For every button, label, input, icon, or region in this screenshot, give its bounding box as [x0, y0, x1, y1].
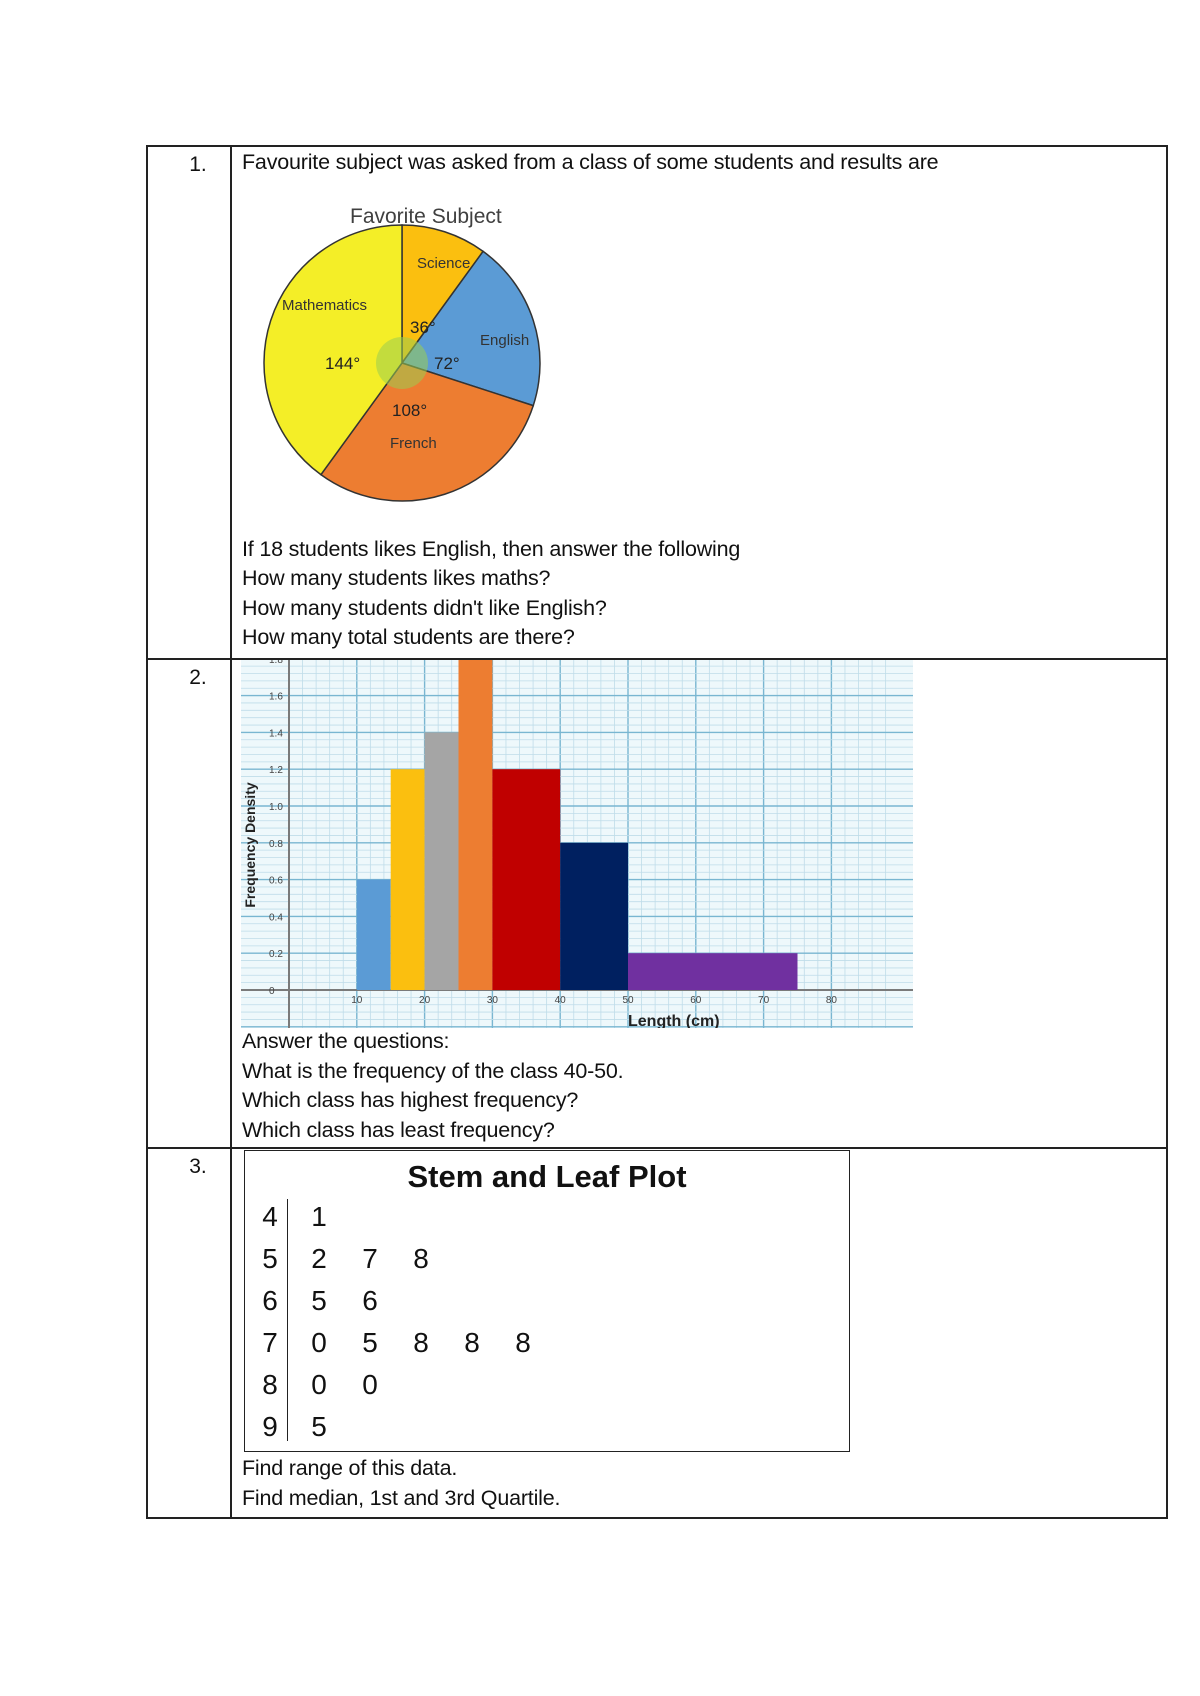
- leaf-value: 5: [311, 1285, 327, 1316]
- leaf-value: 0: [362, 1369, 378, 1400]
- stem-leaf-title: Stem and Leaf Plot: [407, 1159, 687, 1194]
- stem-leaf-row: [255, 1411, 835, 1453]
- question-line: Answer the questions:: [242, 1029, 450, 1053]
- leaf-value: 1: [311, 1201, 327, 1232]
- leaf-value: 6: [362, 1285, 378, 1316]
- leaf-value: 2: [311, 1243, 327, 1274]
- histogram: [241, 660, 913, 1028]
- y-tick-label: 0: [269, 986, 275, 997]
- pie-slice-label: English: [480, 331, 530, 349]
- question-line: Which class has least frequency?: [242, 1117, 555, 1142]
- pie-title: Favorite Subject: [350, 204, 502, 228]
- stem-value: 7: [262, 1327, 278, 1358]
- pie-chart: [262, 178, 582, 538]
- question-content: [231, 146, 1167, 659]
- stem-value: 6: [262, 1285, 278, 1316]
- question-line: How many students didn't like English?: [242, 595, 607, 620]
- pie-center-marker: [376, 337, 428, 389]
- stem-leaf-row: [255, 1369, 835, 1411]
- histogram-bar: [492, 769, 560, 990]
- question-line: What is the frequency of the class 40-50.: [242, 1058, 624, 1083]
- leaf-value: 8: [464, 1327, 480, 1358]
- leaf-value: 8: [413, 1327, 429, 1358]
- y-axis-label: Frequency Density: [242, 782, 258, 908]
- histogram-bar: [459, 660, 493, 990]
- x-tick-label: 50: [622, 995, 634, 1006]
- question-row: [147, 146, 1167, 659]
- question-number-cell: [147, 659, 231, 1148]
- question-lines: [242, 1454, 1166, 1513]
- stem-value: 9: [262, 1411, 278, 1442]
- leaf-value: 0: [311, 1327, 327, 1358]
- question-intro: Favourite subject was asked from a class of some students and results are: [242, 150, 939, 174]
- question-line: Find median, 1st and 3rd Quartile.: [242, 1485, 561, 1510]
- y-tick-label: 1.6: [269, 691, 283, 703]
- y-tick-label: 1.2: [269, 765, 283, 777]
- question-number: 3.: [189, 1155, 207, 1178]
- pie-slice-label: Mathematics: [282, 296, 368, 314]
- x-tick-label: 20: [419, 995, 431, 1006]
- histogram-svg: [241, 660, 913, 1028]
- worksheet-table: [146, 145, 1168, 1519]
- x-tick-label: 30: [486, 995, 498, 1006]
- stem-leaf-plot: [244, 1150, 850, 1452]
- stem-leaf-row: [255, 1243, 835, 1285]
- histogram-bar: [628, 953, 798, 990]
- x-tick-label: 70: [758, 995, 770, 1006]
- stem-value: 5: [262, 1243, 278, 1274]
- stem-leaf-row: [255, 1201, 835, 1243]
- histogram-bar: [357, 880, 391, 990]
- y-tick-label: 1.4: [269, 728, 283, 740]
- x-tick-label: 80: [825, 995, 837, 1006]
- question-number-cell: [147, 146, 231, 659]
- pie-angle-label: 108°: [392, 400, 428, 420]
- leaf-value: 7: [362, 1243, 378, 1274]
- stem-value: 4: [262, 1201, 278, 1232]
- pie-slice-label: Science: [417, 254, 471, 272]
- question-line: How many total students are there?: [242, 625, 575, 649]
- pie-angle-label: 36°: [410, 317, 436, 337]
- pie-slice-label: French: [390, 434, 437, 452]
- y-tick-label: 0.6: [269, 875, 283, 887]
- question-line: How many students likes maths?: [242, 566, 551, 590]
- leaf-value: 0: [311, 1369, 327, 1400]
- y-tick-label: 0.8: [269, 838, 283, 850]
- x-tick-label: 10: [351, 995, 363, 1006]
- question-line: Find range of this data.: [242, 1456, 458, 1480]
- histogram-bar: [391, 769, 425, 990]
- question-row: [147, 1148, 1167, 1518]
- question-number-cell: [147, 1148, 231, 1518]
- leaf-value: 5: [362, 1327, 378, 1358]
- question-line: Which class has highest frequency?: [242, 1088, 579, 1112]
- leaf-value: 5: [311, 1411, 327, 1442]
- pie-angle-label: 144°: [325, 353, 361, 373]
- x-tick-label: 40: [554, 995, 566, 1006]
- histogram-bar: [560, 843, 628, 990]
- question-number: 1.: [189, 153, 207, 176]
- question-content: [231, 659, 1167, 1148]
- histogram-bar: [425, 732, 459, 990]
- pie-angle-label: 72°: [434, 353, 460, 373]
- question-lines: [242, 1027, 1166, 1145]
- leaf-value: 8: [515, 1327, 531, 1358]
- y-tick-label: 1.0: [269, 802, 283, 813]
- question-lines: [242, 535, 1166, 653]
- leaf-value: 8: [413, 1243, 429, 1274]
- question-number: 2.: [189, 666, 207, 689]
- question-row: [147, 659, 1167, 1148]
- y-tick-label: 0.2: [269, 949, 283, 961]
- stem-leaf-row: [255, 1327, 835, 1369]
- pie-chart-svg: [262, 178, 582, 538]
- x-tick-label: 60: [690, 995, 702, 1006]
- stem-value: 8: [262, 1369, 278, 1400]
- y-tick-label: 0.4: [269, 912, 283, 924]
- stem-leaf-row: [255, 1285, 835, 1327]
- y-tick-label: 1.8: [269, 660, 283, 666]
- x-axis-label: Length (cm): [628, 1013, 720, 1028]
- question-line: If 18 students likes English, then answer the following: [242, 536, 741, 561]
- question-content: [231, 1148, 1167, 1518]
